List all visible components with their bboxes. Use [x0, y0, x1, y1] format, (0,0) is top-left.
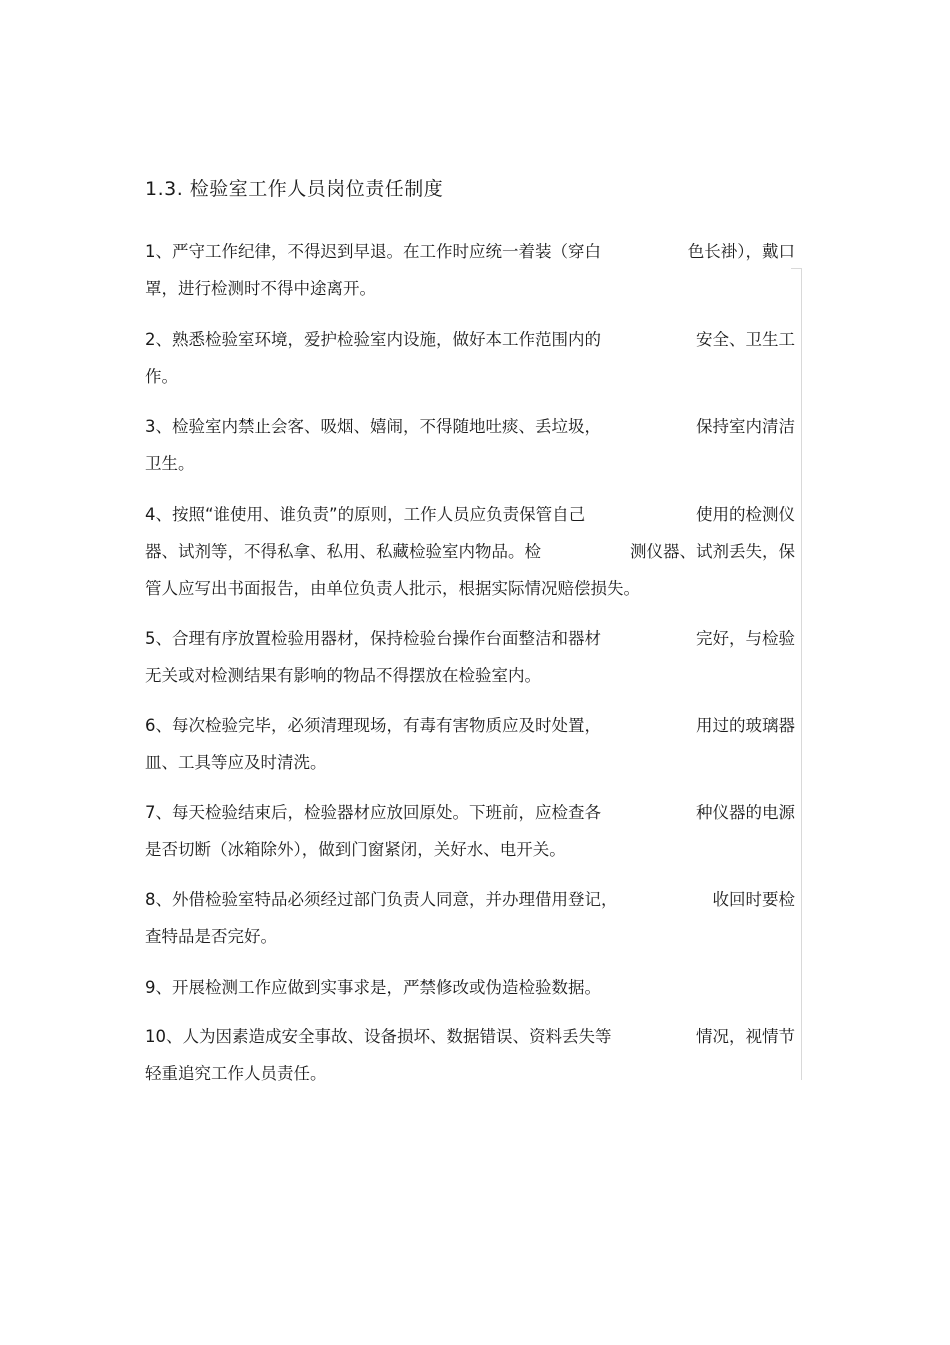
rule-text: 轻重追究工作人员责任。 [145, 1064, 327, 1083]
rule-text-continued: 用过的玻璃器 [696, 716, 795, 735]
rule-text: 8、外借检验室特品必须经过部门负责人同意，并办理借用登记， [145, 890, 618, 909]
rule-text: 2、熟悉检验室环境，爱护检验室内设施，做好本工作范围内的 [145, 330, 601, 349]
rule-text: 管人应写出书面报告，由单位负责人批示，根据实际情况赔偿损失。 [145, 579, 640, 598]
rule-line [145, 801, 795, 825]
rule-text-continued: 保持室内清洁 [696, 417, 795, 436]
rule-text-continued: 色长褂），戴口 [687, 242, 795, 261]
rule-line [145, 365, 795, 389]
rule-text-continued: 收回时要检 [712, 890, 795, 909]
rule-line [145, 415, 795, 439]
rule-item [145, 801, 795, 862]
rule-item [145, 888, 795, 949]
rule-text: 7、每天检验结束后，检验器材应放回原处。下班前，应检查各 [145, 803, 601, 822]
rule-line [145, 976, 795, 1000]
rule-line [145, 503, 795, 527]
rule-line [145, 577, 795, 601]
rule-line [145, 328, 795, 352]
rule-item [145, 627, 795, 688]
rule-line [145, 751, 795, 775]
rule-text: 查特品是否完好。 [145, 927, 277, 946]
rule-text: 6、每次检验完毕，必须清理现场，有毒有害物质应及时处置， [145, 716, 601, 735]
rule-text: 无关或对检测结果有影响的物品不得摆放在检验室内。 [145, 666, 541, 685]
rule-text: 器、试剂等，不得私拿、私用、私藏检验室内物品。检 [145, 542, 541, 561]
rule-text: 卫生。 [145, 454, 195, 473]
rule-text-continued: 测仪器、试剂丢失，保 [630, 542, 795, 561]
rule-text: 是否切断（冰箱除外），做到门窗紧闭，关好水、电开关。 [145, 840, 566, 859]
rule-line [145, 1025, 795, 1049]
rule-line [145, 664, 795, 688]
rule-text: 5、合理有序放置检验用器材，保持检验台操作台面整洁和器材 [145, 629, 601, 648]
document-title: 1.3. 检验室工作人员岗位责任制度 [145, 178, 444, 200]
rule-text: 1、严守工作纪律，不得迟到早退。在工作时应统一着装（穿白 [145, 242, 601, 261]
rule-text: 9、开展检测工作应做到实事求是，严禁修改或伪造检验数据。 [145, 978, 601, 997]
rule-text-continued: 种仪器的电源 [696, 803, 795, 822]
rule-text-continued: 完好，与检验 [696, 629, 795, 648]
rule-item [145, 415, 795, 476]
rule-item [145, 1025, 795, 1086]
rule-text: 4、按照“谁使用、谁负责”的原则，工作人员应负责保管自己 [145, 505, 586, 524]
rule-line [145, 627, 795, 651]
rule-line [145, 888, 795, 912]
rule-line [145, 1062, 795, 1086]
rule-line [145, 925, 795, 949]
rule-text: 3、检验室内禁止会客、吸烟、嬉闹，不得随地吐痰、丢垃圾， [145, 417, 601, 436]
rule-line [145, 838, 795, 862]
rule-item [145, 328, 795, 389]
rule-text-continued: 情况，视情节 [696, 1027, 795, 1046]
rule-item [145, 503, 795, 601]
frame-line-right [801, 268, 802, 1080]
rule-line [145, 540, 795, 564]
rule-text-continued: 使用的检测仪 [696, 505, 795, 524]
rule-line [145, 452, 795, 476]
rule-item [145, 240, 795, 301]
rule-item [145, 714, 795, 775]
rule-text: 作。 [145, 367, 178, 386]
rule-text: 10、人为因素造成安全事故、设备损坏、数据错误、资料丢失等 [145, 1027, 612, 1046]
rule-line [145, 277, 795, 301]
rule-item [145, 976, 795, 1000]
rule-line [145, 240, 795, 264]
rule-line [145, 714, 795, 738]
rule-text: 皿、工具等应及时清洗。 [145, 753, 327, 772]
rule-text-continued: 安全、卫生工 [696, 330, 795, 349]
rule-text: 罩，进行检测时不得中途离开。 [145, 279, 376, 298]
